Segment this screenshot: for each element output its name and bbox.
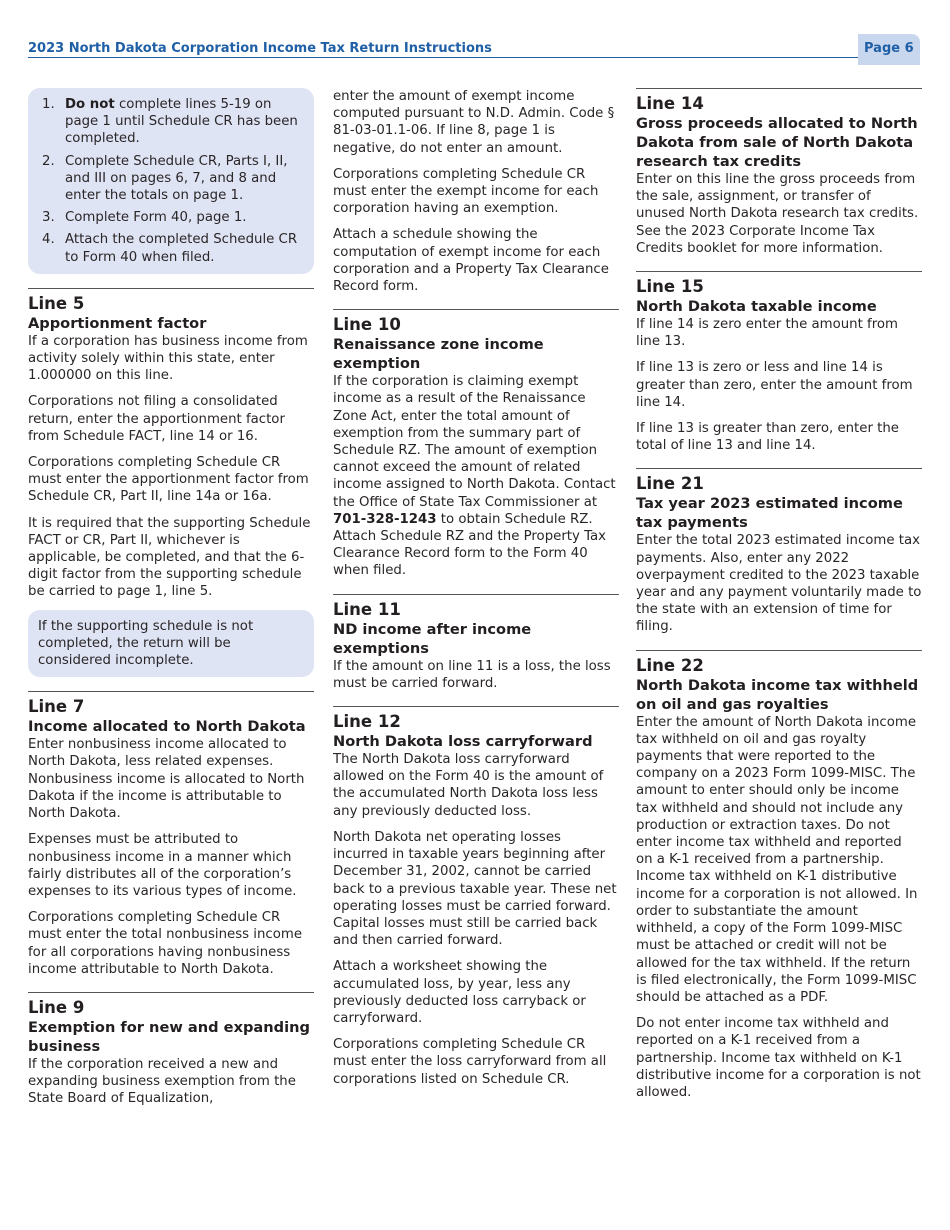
step-text: Complete Schedule CR, Parts I, II, and III on pages 6, 7, and 8 and enter the totals on page 1.: [65, 153, 288, 204]
section-title: ND income after income exemptions: [333, 620, 532, 657]
column-2: [333, 88, 619, 1097]
paragraph: Corporations completing Schedule CR must enter the total nonbusiness income for all corporations having nonbusiness income attributable to North Dakota.: [28, 910, 302, 977]
step-number: 1.: [42, 97, 55, 112]
paragraph: If a corporation has business income from activity solely within this state, enter 1.000000 on this line.: [28, 333, 308, 384]
line-number: Line 9: [28, 997, 85, 1017]
line-number: Line 12: [333, 712, 401, 732]
section-line-15: [636, 271, 922, 454]
header-divider: [28, 57, 920, 58]
paragraph: If line 14 is zero enter the amount from line 13.: [636, 317, 898, 350]
paragraph: Corporations not filing a consolidated return, enter the apportionment factor from Schedule FACT, line 14 or 16.: [28, 394, 285, 444]
note-text: If the supporting schedule is not completed, the return will be considered incomplete.: [38, 618, 254, 669]
paragraph-text: to obtain Schedule RZ. Attach Schedule RZ and the Property Tax Clearance Record form to the Form 40 when filed.: [333, 511, 607, 579]
step-text: Complete Form 40, page 1.: [65, 210, 247, 226]
section-title: North Dakota taxable income: [636, 298, 877, 316]
line-number: Line 7: [28, 697, 85, 717]
section-line-14: [636, 88, 922, 257]
paragraph: If the amount on line 11 is a loss, the loss must be carried forward.: [333, 658, 611, 691]
section-title: Renaissance zone income exemption: [333, 336, 544, 373]
section-line-5: [28, 288, 314, 677]
paragraph: Enter the total 2023 estimated income tax payments. Also, enter any 2022 overpayment credited to the 2023 taxable year and any payment voluntarily made to the state with an extension of time for filing.: [636, 533, 922, 635]
paragraph: Corporations completing Schedule CR must enter the apportionment factor from Schedule CR, Part II, line 14a or 16a.: [28, 455, 309, 505]
step-number: 2.: [42, 153, 55, 169]
note-callout: [28, 610, 314, 678]
line-number: Line 22: [636, 655, 704, 675]
section-title: Exemption for new and expanding business: [28, 1018, 310, 1055]
section-line-11: [333, 594, 619, 692]
section-title: North Dakota income tax withheld on oil and gas royalties: [636, 676, 919, 713]
step-number: 3.: [42, 210, 55, 226]
step-text: complete lines 5-19 on page 1 until Schedule CR has been completed.: [65, 97, 298, 147]
section-title: Gross proceeds allocated to North Dakota from sale of North Dakota research tax credits: [636, 115, 918, 170]
step-emphasis: Do not: [65, 97, 115, 112]
paragraph: Enter the amount of North Dakota income tax withheld on oil and gas royalty payments that were reported to the company on a 2023 Form 1099-MISC. The amount to enter should only be income tax withheld and should not include any production or extraction taxes. Do not enter income tax withheld and reported on a K-1 received from a partnership. Income tax withheld on K-1 distributive income for a corporation is not allowed. In order to substantiate the amount withheld, a copy of the Form 1099-MISC must be attached or credit will not be allowed for the tax withheld. If the return is filed electronically, the Form 1099-MISC should be attached as a PDF.: [636, 714, 918, 1005]
section-line-9: [28, 992, 314, 1108]
page-number-tab: [858, 34, 920, 65]
line-number: Line 21: [636, 474, 704, 494]
step-item: [38, 96, 304, 148]
step-item: [38, 231, 304, 265]
line-number: Line 10: [333, 315, 401, 335]
paragraph: Enter nonbusiness income allocated to North Dakota, less related expenses. Nonbusiness income is allocated to North Dakota if the income is attributable to North Dakota.: [28, 737, 305, 822]
section-title: Tax year 2023 estimated income tax payments: [636, 495, 903, 532]
paragraph: The North Dakota loss carryforward allowed on the Form 40 is the amount of the accumulated North Dakota loss less any previously deducted loss.: [333, 752, 604, 819]
paragraph: enter the amount of exempt income computed pursuant to N.D. Admin. Code § 81-03-01.1-06. If line 8, page 1 is negative, do not enter an amount.: [333, 89, 615, 156]
paragraph: If the corporation received a new and expanding business exemption from the State Board of Equalization,: [28, 1056, 296, 1107]
section-line-22: [636, 650, 922, 1101]
section-line-7: [28, 691, 314, 978]
paragraph-text: If the corporation is claiming exempt income as a result of the Renaissance Zone Act, enter the total amount of exemption from the summary part of Schedule RZ. The amount of exemption cannot exceed the amount of related income assigned to North Dakota. Contact the Office of State Tax Commissioner at: [333, 374, 616, 510]
section-line-10: [333, 309, 619, 579]
paragraph: North Dakota net operating losses incurred in taxable years beginning after December 31, 2002, cannot be carried back to a previous taxable year. These net operating losses must be carried forward. Capital losses must still be carried back and then carried forward.: [333, 829, 617, 949]
step-item: [38, 209, 304, 226]
section-title: Apportionment factor: [28, 314, 207, 332]
paragraph: Enter on this line the gross proceeds from the sale, assignment, or transfer of unused North Dakota research tax credits. See the 2023 Corporate Income Tax Credits booklet for more information.: [636, 172, 919, 256]
paragraph: Do not enter income tax withheld and reported on a K-1 received from a partnership. Income tax withheld on K-1 distributive income for a corporation is not allowed.: [636, 1016, 921, 1100]
paragraph: Expenses must be attributed to nonbusiness income in a manner which fairly distributes all of the corporation’s expenses to its various types of income.: [28, 832, 297, 899]
paragraph: If line 13 is greater than zero, enter the total of line 13 and line 14.: [636, 421, 899, 454]
steps-callout: [28, 88, 314, 274]
column-3: [636, 88, 922, 1110]
section-line-21: [636, 468, 922, 635]
section-title: North Dakota loss carryforward: [333, 733, 593, 751]
step-number: 4.: [42, 232, 55, 248]
phone-number: 701-328-1243: [333, 511, 437, 527]
paragraph: Attach a schedule showing the computation of exempt income for each corporation and a Property Tax Clearance Record form.: [333, 227, 609, 295]
line-number: Line 5: [28, 293, 85, 313]
step-text: Attach the completed Schedule CR to Form 40 when filed.: [65, 232, 298, 265]
line-number: Line 15: [636, 277, 704, 297]
document-title: 2023 North Dakota Corporation Income Tax Return Instructions: [28, 41, 492, 56]
steps-list: [38, 96, 304, 266]
paragraph: [333, 373, 619, 579]
paragraph: If line 13 is zero or less and line 14 is greater than zero, enter the amount from line 14.: [636, 360, 913, 410]
paragraph: Corporations completing Schedule CR must enter the exempt income for each corporation having an exemption.: [333, 166, 599, 217]
paragraph: It is required that the supporting Schedule FACT or CR, Part II, whichever is applicable, be completed, and that the 6-digit factor from the supporting schedule be carried to page 1, line 5.: [28, 515, 311, 600]
page-number: Page 6: [864, 41, 914, 56]
section-line-12: [333, 706, 619, 1088]
line-number: Line 14: [636, 94, 704, 113]
paragraph: Corporations completing Schedule CR must enter the loss carryforward from all corporations listed on Schedule CR.: [333, 1037, 607, 1087]
step-item: [38, 153, 304, 205]
section-title: Income allocated to North Dakota: [28, 718, 306, 736]
line-number: Line 11: [333, 599, 401, 619]
page-header: [0, 0, 950, 70]
paragraph: Attach a worksheet showing the accumulated loss, by year, less any previously deducted loss carryback or carryforward.: [333, 959, 586, 1026]
column-1: [28, 88, 314, 1117]
